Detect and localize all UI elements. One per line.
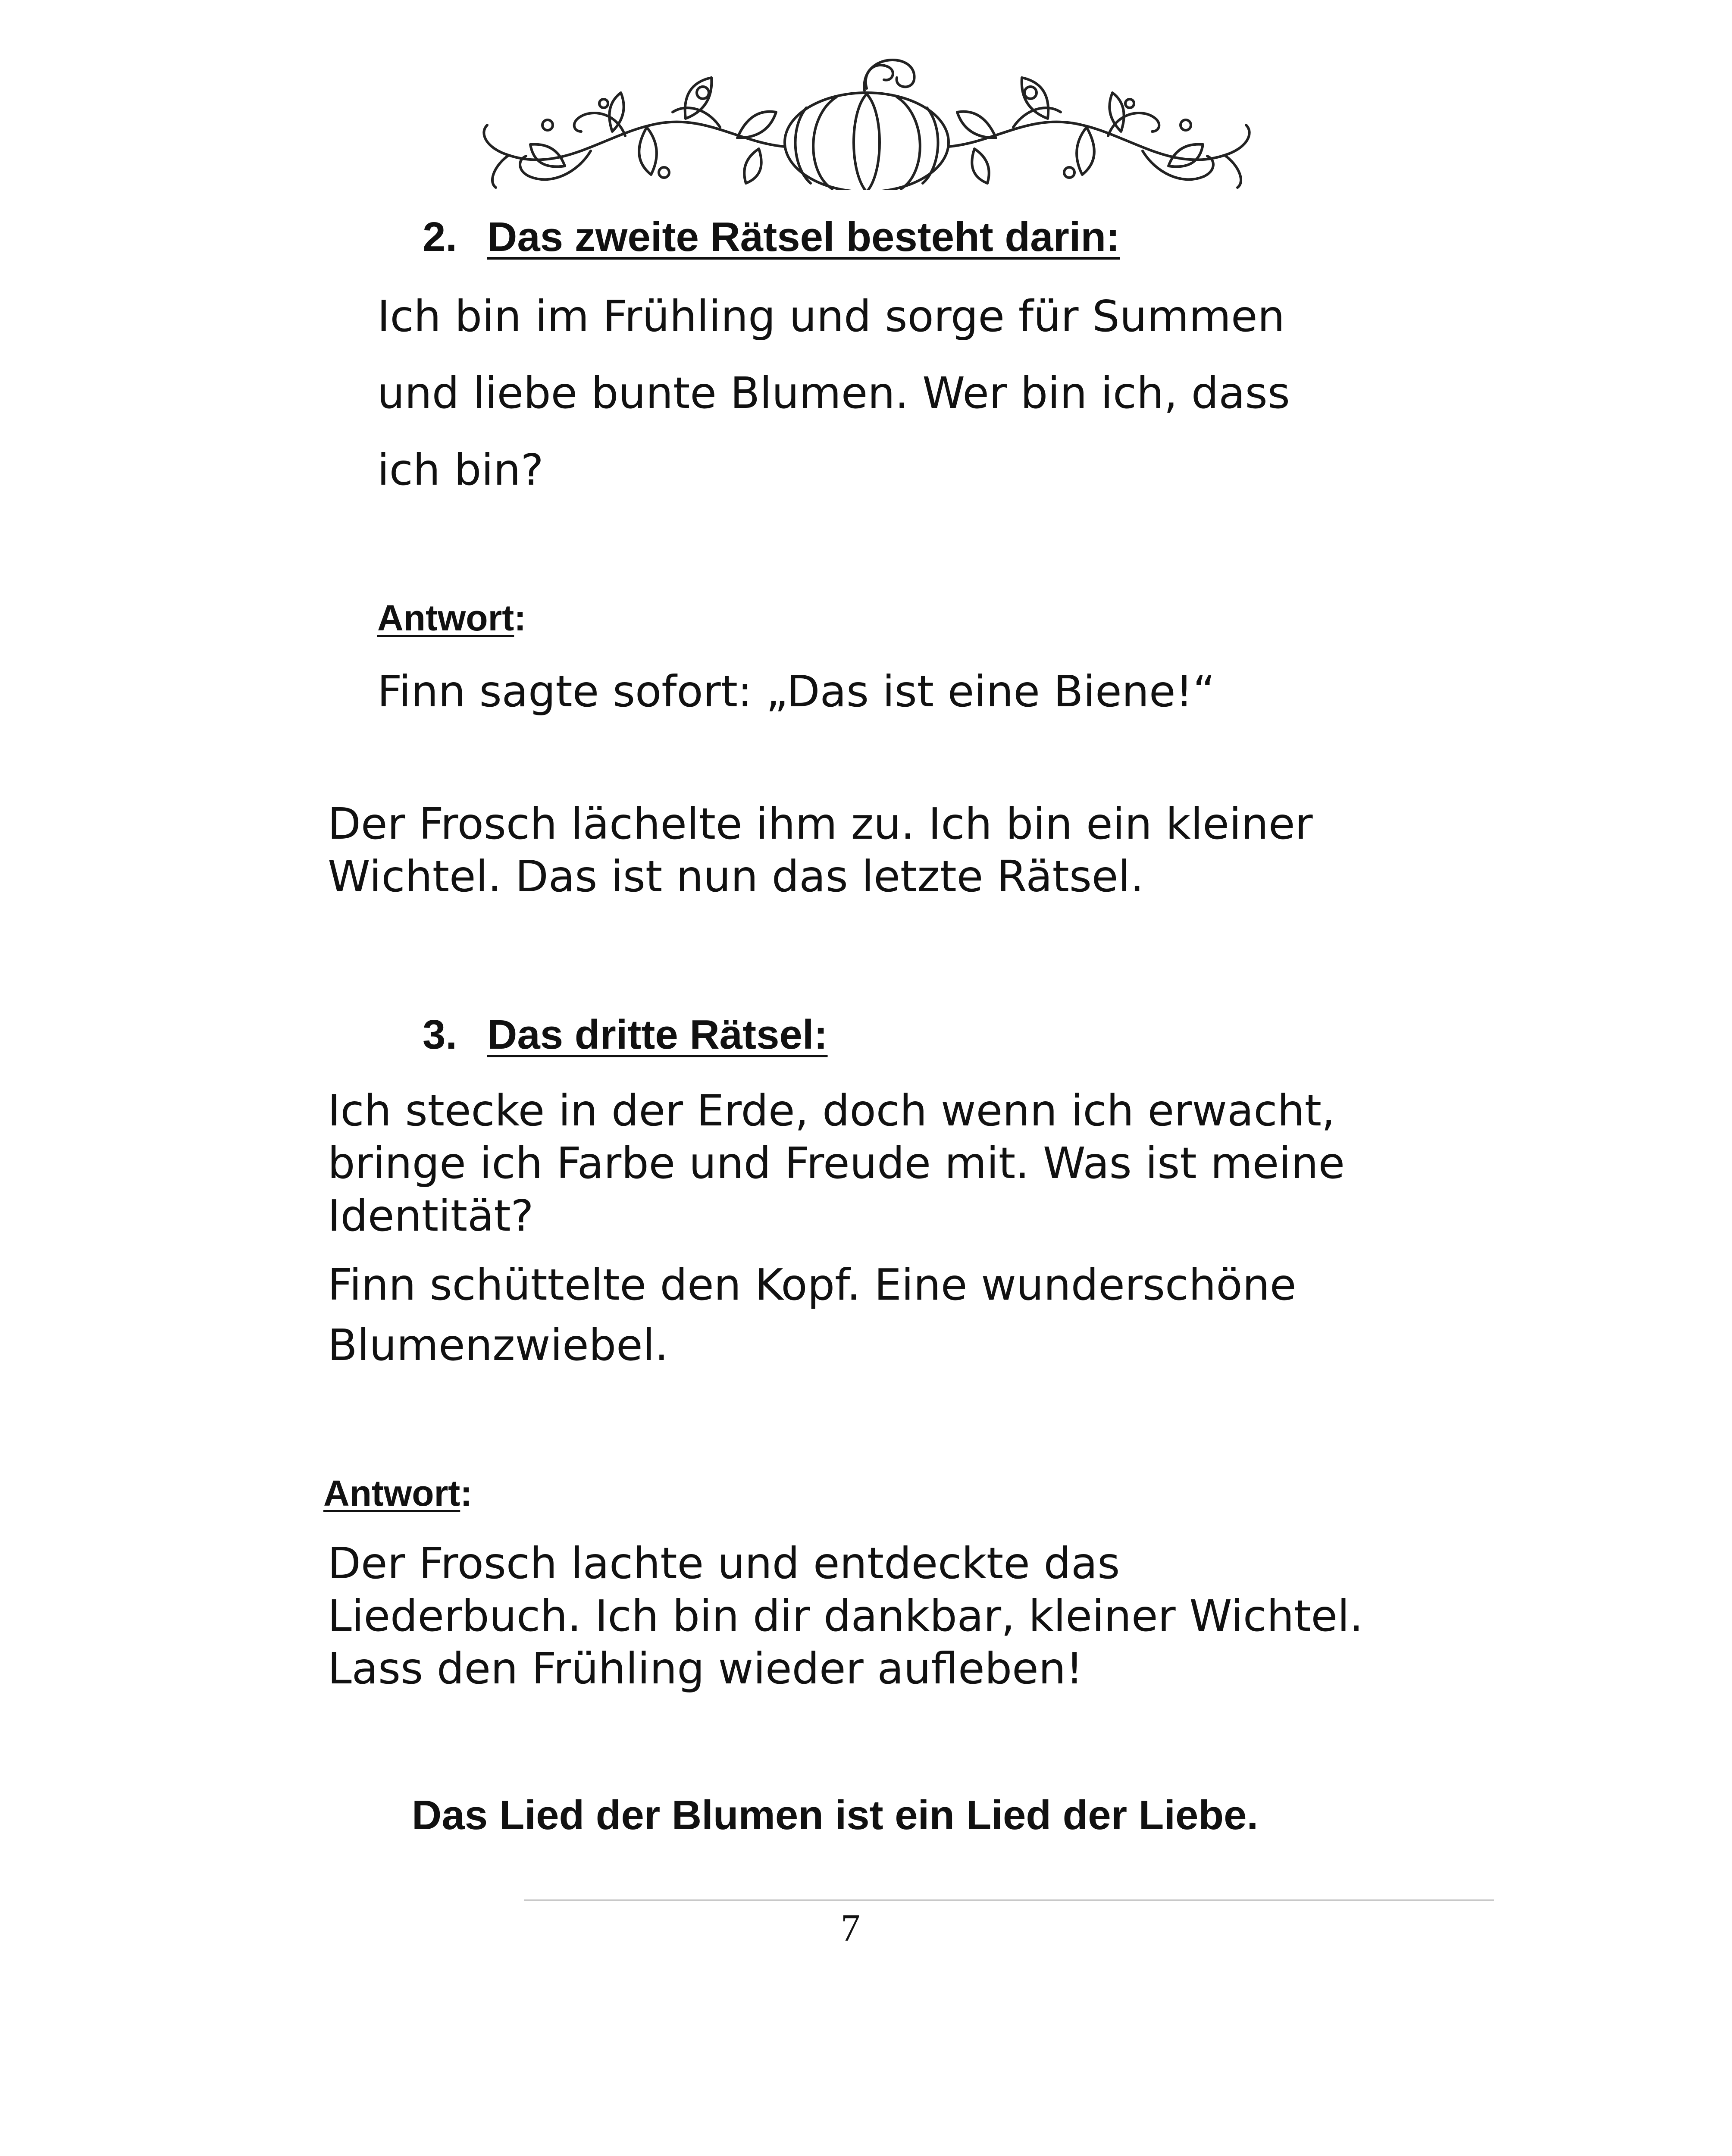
riddle-3-answer-line: Lass den Frühling wieder aufleben! <box>328 1643 1084 1694</box>
riddle-3-question-line: Ich stecke in der Erde, doch wenn ich erwacht, <box>328 1085 1335 1136</box>
riddle-3-number: 3. <box>423 1012 457 1058</box>
riddle-3-heading <box>423 1011 828 1059</box>
left-vine-icon <box>484 78 785 188</box>
riddle-2-title: Das zweite Rätsel besteht darin: <box>487 214 1120 260</box>
riddle-3-answer-line: Liederbuch. Ich bin dir dankbar, kleiner Wichtel. <box>328 1591 1363 1641</box>
right-vine-icon <box>949 78 1250 188</box>
riddle-3-guess-line: Blumenzwiebel. <box>328 1320 669 1370</box>
riddle-3-question-line: bringe ich Farbe und Freude mit. Was ist meine <box>328 1138 1345 1188</box>
answer-label-colon: : <box>460 1473 473 1514</box>
riddle-3-guess-line: Finn schüttelte den Kopf. Eine wunderschöne <box>328 1260 1297 1310</box>
riddle-3-question <box>328 1084 1345 1242</box>
riddle-2-answer-text: Finn sagte sofort: „Das ist eine Biene!“ <box>377 666 1215 717</box>
riddle-3-title: Das dritte Rätsel: <box>487 1012 828 1058</box>
answer-label-text: Antwort <box>377 598 514 638</box>
pumpkin-vine-ornament-icon <box>461 43 1272 190</box>
riddle-3-guess <box>328 1255 1296 1376</box>
answer-label-text: Antwort <box>323 1473 460 1514</box>
footer-divider <box>524 1899 1494 1901</box>
riddle-2-number: 2. <box>423 214 457 260</box>
riddle-2-text <box>377 278 1290 508</box>
riddle-3-answer-label <box>323 1473 472 1514</box>
riddle-2-line: ich bin? <box>377 445 544 495</box>
riddle-3-answer-text <box>328 1537 1363 1695</box>
riddle-2-answer-label <box>377 597 526 639</box>
transition-paragraph <box>328 798 1313 903</box>
answer-label-colon: : <box>514 598 526 638</box>
closing-line: Das Lied der Blumen ist ein Lied der Liebe. <box>412 1792 1259 1838</box>
page-number: 7 <box>841 1907 860 1949</box>
riddle-3-answer-line: Der Frosch lachte und entdeckte das <box>328 1538 1120 1589</box>
riddle-2-heading <box>423 213 1120 261</box>
riddle-2-line: und liebe bunte Blumen. Wer bin ich, dass <box>377 368 1290 418</box>
riddle-2-line: Ich bin im Frühling und sorge für Summen <box>377 291 1285 342</box>
transition-line: Der Frosch lächelte ihm zu. Ich bin ein kleiner <box>328 799 1313 849</box>
riddle-3-question-line: Identität? <box>328 1191 534 1241</box>
transition-line: Wichtel. Das ist nun das letzte Rätsel. <box>328 851 1144 902</box>
pumpkin-icon <box>785 60 949 190</box>
